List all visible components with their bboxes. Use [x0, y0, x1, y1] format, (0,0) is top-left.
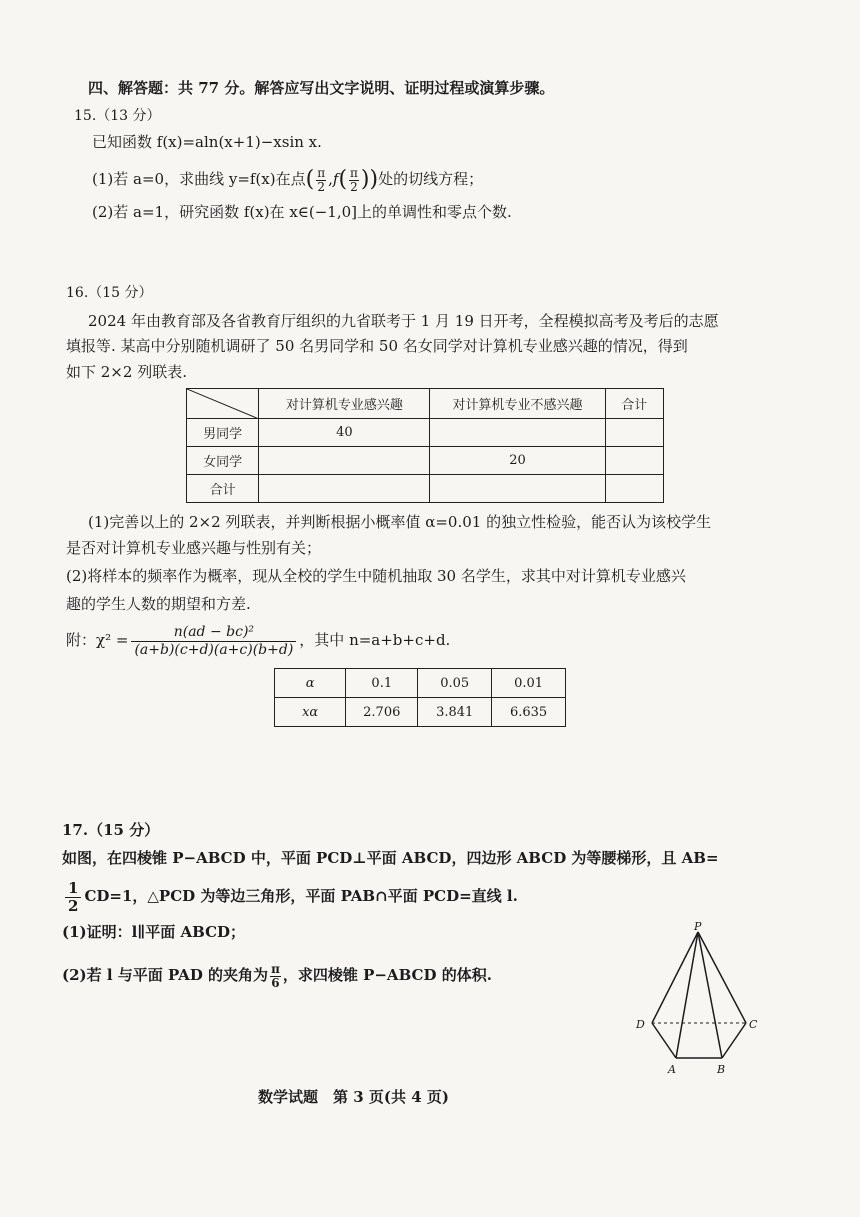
contingency-table [186, 388, 664, 503]
frac-den: 2 [317, 179, 325, 194]
q16-formula [66, 620, 450, 660]
q17-text-1: 如图，在四棱锥 P−ABCD 中，平面 PCD⊥平面 ABCD，四边形 ABCD 为等腰梯形，且 AB= [62, 849, 719, 867]
q16-text-2: 填报等. 某高中分别随机调研了 50 名男同学和 50 名女同学对计算机专业感兴趣的情况，得到 [66, 337, 688, 355]
edge-PC [698, 932, 746, 1023]
table-cell [605, 475, 663, 503]
section-header: 四、解答题：共 77 分。解答应写出文字说明、证明过程或演算步骤。 [88, 79, 555, 97]
pi-over-6 [270, 963, 281, 990]
table-cell [605, 419, 663, 447]
table-header-row [187, 389, 664, 419]
frac-num: π [317, 165, 326, 180]
frac-num: π [271, 961, 280, 976]
q16-part2-b: 趣的学生人数的期望和方差. [66, 595, 251, 613]
q17-text-2: CD=1，△PCD 为等边三角形，平面 PAB∩平面 PCD=直线 l. [84, 887, 518, 905]
table-cell: 6.635 [492, 698, 566, 727]
q16-part1-a: (1)完善以上的 2×2 列联表，并判断根据小概率值 α=0.01 的独立性检验，能否认为该校学生 [88, 513, 712, 531]
table-row [187, 419, 664, 447]
header-not-interested: 对计算机专业不感兴趣 [430, 389, 605, 419]
table-row [275, 669, 566, 698]
table-cell [430, 475, 605, 503]
one-half-fraction [65, 880, 81, 915]
table-cell: 0.01 [492, 669, 566, 698]
q16-number: 16.（15 分） [66, 285, 153, 301]
formula-prefix: 附：χ² = [66, 631, 129, 649]
label-B: B [717, 1063, 726, 1076]
table-cell: 40 [259, 419, 430, 447]
frac-den: 2 [68, 896, 79, 915]
label-D: D [636, 1018, 645, 1031]
q15-part2: (2)若 a=1，研究函数 f(x)在 x∈(−1,0]上的单调性和零点个数. [92, 203, 512, 221]
header-total: 合计 [605, 389, 663, 419]
edge-DA [652, 1023, 676, 1058]
table-cell: 20 [430, 447, 605, 475]
q17-part1: (1)证明：l∥平面 ABCD； [62, 923, 246, 941]
alpha-label: α [275, 669, 346, 698]
table-cell [430, 419, 605, 447]
row-label: 男同学 [187, 419, 259, 447]
frac-den: 2 [350, 179, 358, 194]
formula-suffix: ，其中 n=a+b+c+d. [299, 631, 451, 649]
q17-text-2-line [62, 876, 518, 916]
q15-number: 15.（13 分） [74, 108, 161, 124]
chi-square-fraction [131, 624, 296, 659]
frac-den: 6 [271, 975, 280, 990]
table-row [275, 698, 566, 727]
frac-num: π [350, 165, 358, 180]
table-cell: 0.1 [346, 669, 418, 698]
x-alpha-label: xα [275, 698, 346, 727]
q15-part1: (1)若 a=0，求曲线 y=f(x)在点( $\frac{\pi}{2}$ ,f( $\frac{\pi}{2}$ ))处的切线方程； [92, 165, 484, 194]
row-label: 合计 [187, 475, 259, 503]
q17-part2-text-a: (2)若 l 与平面 PAD 的夹角为 [62, 966, 269, 984]
formula-numerator: n(ad − bc)² [131, 624, 296, 642]
q16-text-1: 2024 年由教育部及各省教育厅组织的九省联考于 1 月 19 日开考，全程模拟高考及考后的志愿 [88, 312, 719, 330]
table-cell: 3.841 [418, 698, 492, 727]
q15-intro: 已知函数 f(x)=aln(x+1)−xsin x. [92, 133, 322, 151]
q15-pi-over-2-b [349, 167, 359, 194]
table-cell: 2.706 [346, 698, 418, 727]
q15-pi-over-2 [316, 167, 326, 194]
table-row [187, 475, 664, 503]
q15-part1-text-a: (1)若 a=0，求曲线 y=f(x)在点 [92, 170, 306, 188]
edge-PD [652, 932, 698, 1023]
label-P: P [694, 920, 702, 933]
frac-num: 1 [65, 880, 81, 898]
formula-denominator: (a+b)(c+d)(a+c)(b+d) [134, 641, 294, 658]
label-A: A [668, 1063, 676, 1076]
q15-part1-text-b: 处的切线方程； [378, 170, 484, 188]
table-cell [259, 447, 430, 475]
page-footer: 数学试题 第 3 页(共 4 页) [258, 1088, 449, 1106]
row-label: 女同学 [187, 447, 259, 475]
q17-part2 [62, 958, 492, 992]
label-C: C [749, 1018, 758, 1031]
q17-number: 17.（15 分） [62, 821, 160, 839]
q16-text-3: 如下 2×2 列联表. [66, 363, 187, 381]
edge-BC [722, 1023, 746, 1058]
diagonal-header-cell [187, 389, 259, 419]
critical-value-table [274, 668, 566, 727]
pyramid-figure [628, 920, 778, 1080]
table-row [187, 447, 664, 475]
table-cell: 0.05 [418, 669, 492, 698]
edge-PB [698, 932, 722, 1058]
table-cell [605, 447, 663, 475]
q16-part2-a: (2)将样本的频率作为概率，现从全校的学生中随机抽取 30 名学生，求其中对计算机专业感兴 [66, 567, 686, 585]
edge-PA [676, 932, 698, 1058]
diagonal-line [187, 389, 259, 419]
q16-part1-b: 是否对计算机专业感兴趣与性别有关； [66, 539, 322, 557]
q17-part2-text-b: ，求四棱锥 P−ABCD 的体积. [282, 966, 492, 984]
header-interested: 对计算机专业感兴趣 [259, 389, 430, 419]
table-cell [259, 475, 430, 503]
